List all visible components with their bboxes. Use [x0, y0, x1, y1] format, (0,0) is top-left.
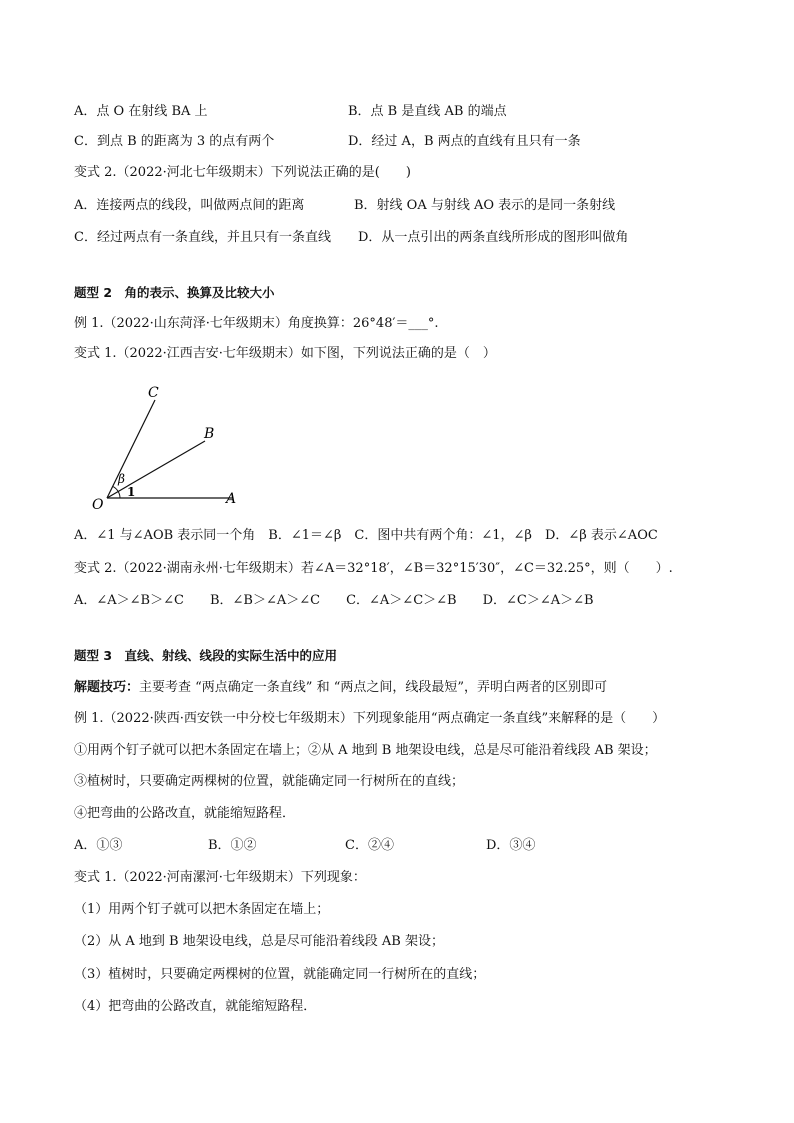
type3-tip [74, 679, 607, 697]
label-1: 1 [127, 485, 136, 499]
label-b: B [204, 426, 215, 442]
tip-label: 解题技巧： [74, 680, 140, 695]
label-c: C [148, 385, 159, 401]
label-beta: β [118, 472, 125, 486]
type3-item4: ④把弯曲的公路改直，就能缩短路程． [74, 806, 296, 821]
type2-variant1-options: A．∠1 与∠AOB 表示同一个角 B．∠1＝∠β C．图中共有两个角：∠1，∠β D．∠β 表示∠AOC [74, 528, 658, 543]
type2-variant2: 变式 2.（2022·湖南永州·七年级期末）若∠A＝32°18′，∠B＝32°15′30″，∠C＝32.25°，则（ ）. [74, 561, 673, 576]
option-a: A．点 O 在射线 BA 上 [74, 104, 208, 119]
option-b: B．点 B 是直线 AB 的端点 [348, 104, 507, 119]
type3-option-a: A．①③ [74, 838, 123, 853]
option-d: D．经过 A，B 两点的直线有且只有一条 [348, 134, 581, 149]
variant2-option-a: A．连接两点的线段，叫做两点间的距离 [74, 198, 305, 213]
type3-item1: ①用两个钉子就可以把木条固定在墙上；②从 A 地到 B 地架设电线，总是尽可能沿着线段 AB 架设； [74, 743, 657, 758]
type2-example1: 例 1.（2022·山东菏泽·七年级期末）角度换算：26°48′＝___°. [74, 316, 439, 331]
angle-figure [80, 375, 250, 515]
type3-variant1: 变式 1.（2022·河南漯河·七年级期末）下列现象： [74, 870, 366, 885]
type3-option-d: D．③④ [486, 838, 536, 853]
type3-item3: ③植树时，只要确定两棵树的位置，就能确定同一行树所在的直线； [74, 774, 465, 789]
variant2-option-c: C．经过两点有一条直线，并且只有一条直线 [74, 230, 331, 245]
type3-option-b: B．①② [208, 838, 257, 853]
type2-variant2-options: A．∠A＞∠B＞∠C B．∠B＞∠A＞∠C C．∠A＞∠C＞∠B D．∠C＞∠A＞∠B [74, 593, 594, 608]
label-a: A [226, 491, 237, 507]
label-o: O [92, 497, 104, 513]
type3-heading: 题型 3 直线、射线、线段的实际生活中的应用 [74, 648, 338, 663]
type2-heading: 题型 2 角的表示、换算及比较大小 [74, 285, 275, 300]
type3-example1: 例 1.（2022·陕西·西安铁一中分校七年级期末）下列现象能用“两点确定一条直线”来解释的是（ ） [74, 711, 666, 726]
variant1-item-2: （2）从 A 地到 B 地架设电线，总是尽可能沿着线段 AB 架设； [74, 934, 444, 949]
variant2-question: 变式 2.（2022·河北七年级期末）下列说法正确的是( ) [74, 165, 411, 180]
variant1-item-4: （4）把弯曲的公路改直，就能缩短路程． [74, 999, 317, 1014]
variant1-item-3: （3）植树时，只要确定两棵树的位置，就能确定同一行树所在的直线； [74, 967, 486, 982]
variant2-option-b: B．射线 OA 与射线 AO 表示的是同一条射线 [354, 198, 616, 213]
variant2-option-d: D．从一点引出的两条直线所形成的图形叫做角 [358, 230, 629, 245]
tip-text: 主要考查 “两点确定一条直线” 和 “两点之间，线段最短”，弄明白两者的区别即可 [139, 680, 607, 695]
variant1-item-1: （1）用两个钉子就可以把木条固定在墙上； [74, 902, 330, 917]
option-c: C．到点 B 的距离为 3 的点有两个 [74, 134, 275, 149]
type2-variant1: 变式 1.（2022·江西吉安·七年级期末）如下图，下列说法正确的是（ ） [74, 346, 496, 361]
type3-option-c: C．②④ [345, 838, 394, 853]
